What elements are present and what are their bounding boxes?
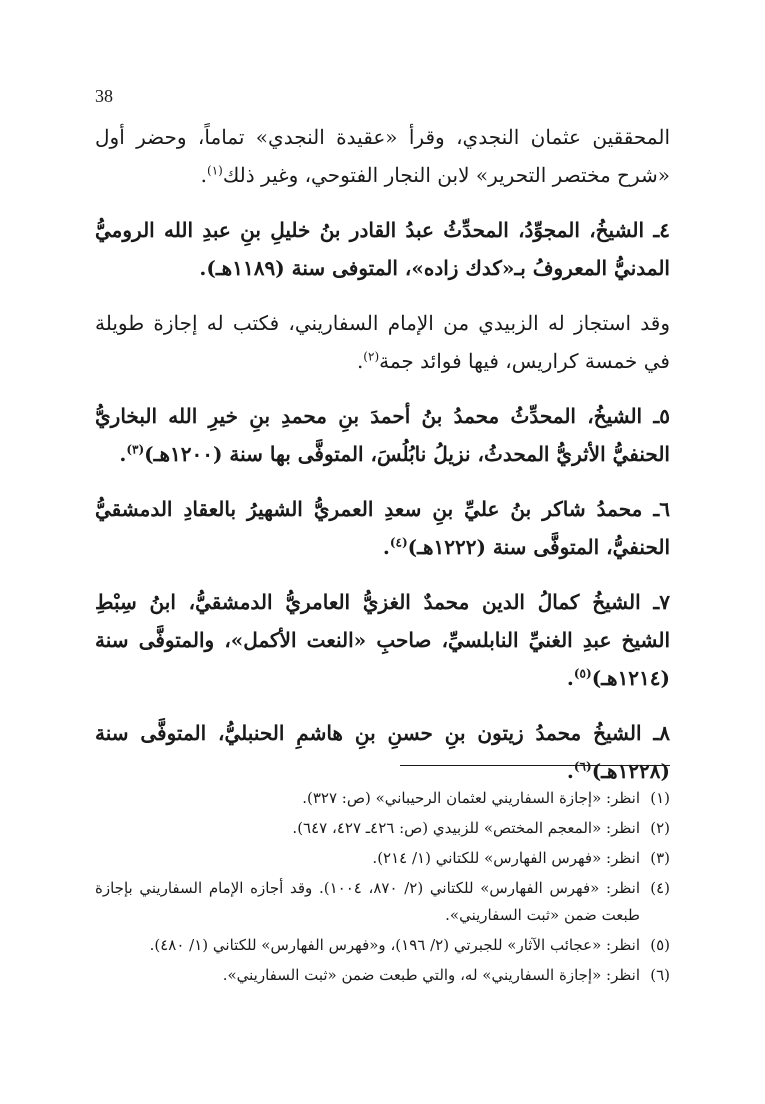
paragraph-text: ٤ـ الشيخُ، المجوِّدُ، المحدِّثُ عبدُ القادر بنُ خليلِ بنِ عبدِ الله الروميُّ المدنيُّ المعروفُ بـ«كدك زاده»، المتوفى سنة (١١٨٩هـ). xyxy=(95,218,670,280)
paragraph-text: وقد استجاز له الزبيدي من الإمام السفاريني، فكتب له إجازة طويلة في خمسة كراريس، فيها فوائد جمة xyxy=(95,311,670,373)
paragraph-tail: . xyxy=(356,349,364,373)
book-page xyxy=(95,0,670,1104)
paragraph-text: ٧ـ الشيخُ كمالُ الدين محمدٌ الغزيُّ العامريُّ الدمشقيُّ، ابنُ سِبْطِ الشيخ عبدِ الغنيِّ النابلسيِّ، صاحبِ «النعت الأكمل»، والمتوفَّى سنة (١٢١٤هـ) xyxy=(95,590,670,690)
paragraph-istijaza xyxy=(95,304,670,380)
footnote-number: (٤) xyxy=(650,879,670,897)
footnote-text: انظر: «فهرس الفهارس» للكتاني (١/ ٢١٤). xyxy=(372,849,640,867)
footnote-number: (١) xyxy=(650,789,670,807)
paragraph-tail: . xyxy=(119,442,127,466)
footnote-text: انظر: «إجازة السفاريني لعثمان الرحيباني» (ص: ٣٢٧). xyxy=(302,789,640,807)
entry-7 xyxy=(95,583,670,697)
paragraph-tail: . xyxy=(200,163,207,187)
entry-6 xyxy=(95,490,670,566)
footnote-text: انظر: «إجازة السفاريني» له، والتي طبعت ضمن «ثبت السفاريني». xyxy=(222,966,640,984)
paragraph-continuation xyxy=(95,118,670,194)
footnote-text: انظر: «فهرس الفهارس» للكتاني (٢/ ٨٧٠، ١٠٠٤). وقد أجازه الإمام السفاريني بإجازة طبعت ضمن «ثبت السفاريني». xyxy=(95,879,640,924)
footnote-text: انظر: «عجائب الآثار» للجبرتي (٢/ ١٩٦)، و«فهرس الفهارس» للكتاني (١/ ٤٨٠). xyxy=(149,936,640,954)
footnote-1 xyxy=(95,785,670,812)
entry-5 xyxy=(95,397,670,473)
footnote-ref[interactable]: (٦) xyxy=(573,759,592,774)
footnote-number: (٢) xyxy=(650,819,670,837)
footnote-6 xyxy=(95,962,670,989)
footnotes xyxy=(95,785,670,992)
main-text xyxy=(95,118,670,807)
footnote-text: انظر: «المعجم المختص» للزبيدي (ص: ٤٢٦ـ ٤٢٧، ٦٤٧). xyxy=(292,819,640,837)
footnote-ref[interactable]: (٢) xyxy=(363,349,380,364)
entry-8 xyxy=(95,714,670,790)
paragraph-tail: . xyxy=(566,666,574,690)
paragraph-text: المحققين عثمان النجدي، وقرأ «عقيدة النجدي» تماماً، وحضر أول «شرح مختصر التحرير» لابن النجار الفتوحي، وغير ذلك xyxy=(95,125,670,187)
paragraph-text: ٦ـ محمدُ شاكر بنُ عليِّ بنِ سعدِ العمريُّ الشهيرُ بالعقادِ الدمشقيُّ الحنفيُّ، المتوفَّى سنة (١٢٢٢هـ) xyxy=(95,497,670,559)
footnote-5 xyxy=(95,932,670,959)
page-number: 38 xyxy=(95,86,113,106)
footnote-4 xyxy=(95,875,670,929)
footnote-ref[interactable]: (٤) xyxy=(389,535,408,550)
footnote-ref[interactable]: (٥) xyxy=(573,666,592,681)
footnote-number: (٥) xyxy=(650,936,670,954)
footnote-3 xyxy=(95,845,670,872)
footnote-number: (٣) xyxy=(650,849,670,867)
paragraph-tail: . xyxy=(566,759,574,783)
footnote-ref[interactable]: (٣) xyxy=(126,442,145,457)
footnote-separator xyxy=(400,765,670,766)
footnote-2 xyxy=(95,815,670,842)
footnote-ref[interactable]: (١) xyxy=(207,163,223,178)
paragraph-text: ٨ـ الشيخُ محمدُ زيتون بنِ حسنِ بنِ هاشمِ الحنبليُّ، المتوفَّى سنة (١٢٢٨هـ) xyxy=(95,721,670,783)
entry-4 xyxy=(95,211,670,287)
paragraph-tail: . xyxy=(382,535,390,559)
paragraph-text: ٥ـ الشيخُ، المحدِّثُ محمدُ بنُ أحمدَ بنِ محمدِ بنِ خيرِ الله البخاريُّ الحنفيُّ الأثريُّ المحدثُ، نزيلُ نابُلُسَ، المتوفَّى بها سنة (١٢٠٠هـ) xyxy=(95,404,670,466)
footnote-number: (٦) xyxy=(650,966,670,984)
